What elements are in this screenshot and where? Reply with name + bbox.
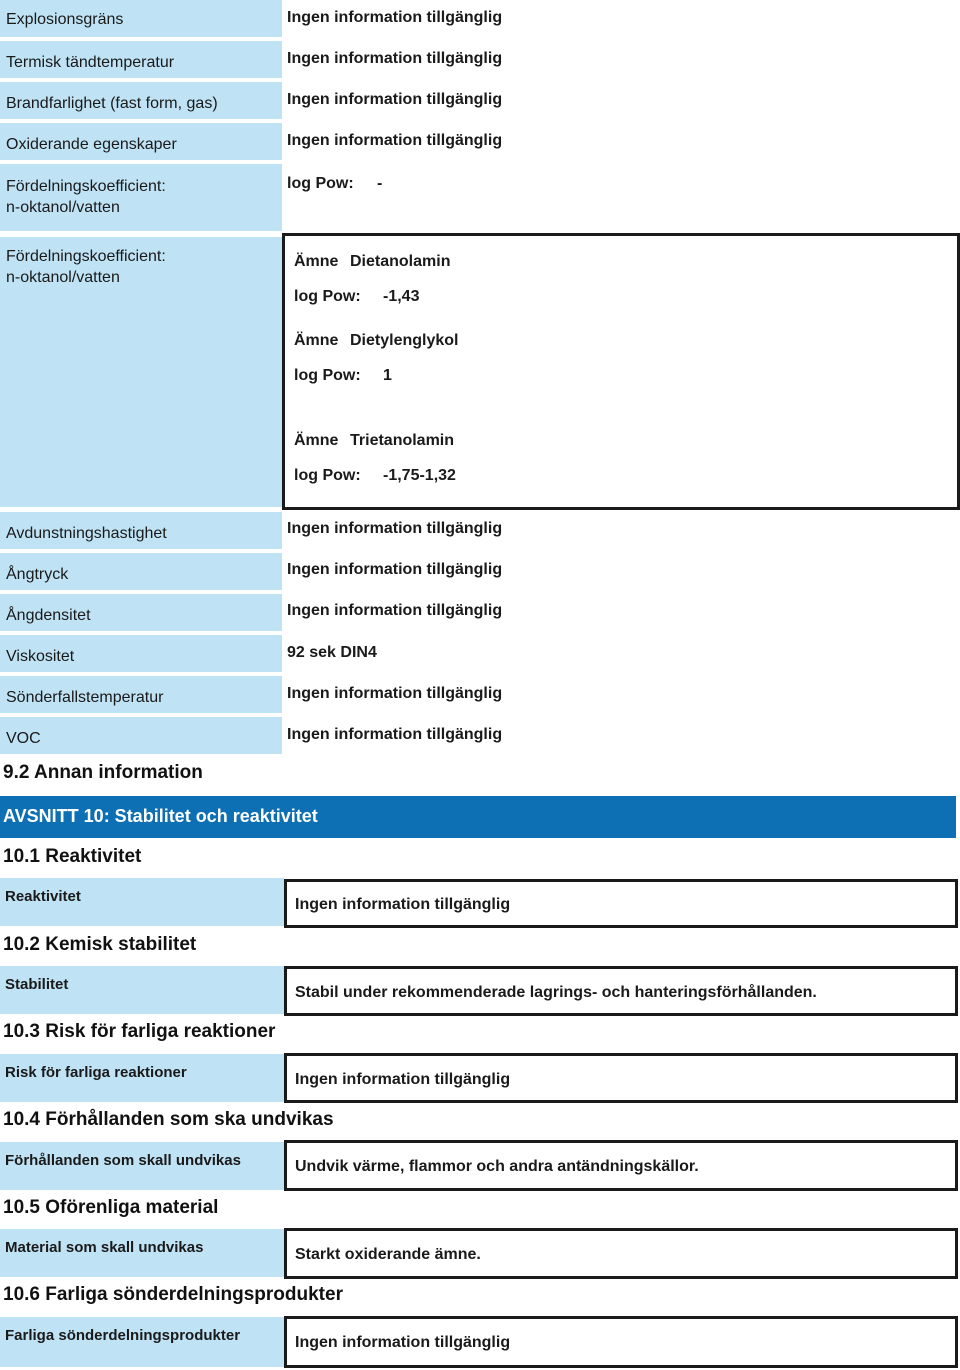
log-pow-row bbox=[294, 465, 894, 487]
subsection-value: Stabil under rekommenderade lagrings- och hanteringsförhållanden. bbox=[284, 966, 958, 1016]
subsection-label: Farliga sönderdelningsprodukter bbox=[0, 1317, 284, 1367]
log-pow-row bbox=[294, 365, 894, 387]
property-value: Ingen information tillgänglig bbox=[287, 602, 503, 619]
subsection-heading: 10.1 Reaktivitet bbox=[3, 846, 142, 867]
property-label: Brandfarlighet (fast form, gas) bbox=[0, 82, 282, 119]
property-value: Ingen information tillgänglig bbox=[287, 685, 503, 702]
subsection-value: Starkt oxiderande ämne. bbox=[284, 1228, 958, 1279]
property-label: Viskositet bbox=[0, 635, 282, 672]
subsection-value: Ingen information tillgänglig bbox=[284, 879, 958, 928]
subsection-label: Reaktivitet bbox=[0, 878, 284, 926]
substance-name: Dietylenglykol bbox=[350, 332, 459, 349]
property-label: Explosionsgräns bbox=[0, 0, 282, 37]
section-banner: AVSNITT 10: Stabilitet och reaktivitet bbox=[0, 796, 956, 838]
log-pow-key: log Pow: bbox=[287, 175, 354, 192]
subsection-value: Ingen information tillgänglig bbox=[284, 1316, 958, 1368]
property-label: Sönderfallstemperatur bbox=[0, 676, 282, 713]
substance-name: Trietanolamin bbox=[350, 432, 455, 449]
log-pow-row bbox=[294, 286, 894, 308]
substance-row bbox=[294, 330, 894, 352]
partition-label-line1: Fördelningskoefficient: bbox=[6, 248, 166, 265]
partition-label bbox=[0, 237, 282, 507]
partition-label bbox=[0, 164, 282, 231]
property-label: Ångtryck bbox=[0, 553, 282, 590]
subsection-label: Risk för farliga reaktioner bbox=[0, 1054, 284, 1102]
property-value: Ingen information tillgänglig bbox=[287, 91, 503, 108]
section-heading: 9.2 Annan information bbox=[3, 762, 203, 783]
subsection-heading: 10.4 Förhållanden som ska undvikas bbox=[3, 1109, 334, 1130]
subsection-heading: 10.5 Oförenliga material bbox=[3, 1197, 219, 1218]
property-label: Termisk tändtemperatur bbox=[0, 41, 282, 78]
substance-key: Ämne bbox=[294, 332, 339, 349]
subsection-label: Stabilitet bbox=[0, 966, 284, 1014]
partition-label-line2: n-oktanol/vatten bbox=[6, 199, 120, 216]
partition-label-line2: n-oktanol/vatten bbox=[6, 269, 120, 286]
substance-key: Ämne bbox=[294, 253, 339, 270]
property-value: Ingen information tillgänglig bbox=[287, 50, 503, 67]
log-pow-value: 1 bbox=[383, 367, 392, 384]
log-pow-key: log Pow: bbox=[294, 367, 361, 384]
log-pow-value: - bbox=[377, 175, 383, 192]
subsection-value: Undvik värme, flammor och andra antändningskällor. bbox=[284, 1140, 958, 1191]
subsection-label: Förhållanden som skall undvikas bbox=[0, 1142, 284, 1190]
property-value: Ingen information tillgänglig bbox=[287, 132, 503, 149]
substance-row bbox=[294, 251, 894, 273]
substance-name: Dietanolamin bbox=[350, 253, 451, 270]
partition-label-line1: Fördelningskoefficient: bbox=[6, 178, 166, 195]
subsection-value: Ingen information tillgänglig bbox=[284, 1053, 958, 1103]
property-label: Ångdensitet bbox=[0, 594, 282, 631]
substance-row bbox=[294, 430, 894, 452]
subsection-label: Material som skall undvikas bbox=[0, 1229, 284, 1277]
log-pow-key: log Pow: bbox=[294, 467, 361, 484]
log-pow-value: -1,75-1,32 bbox=[383, 467, 456, 484]
property-value: Ingen information tillgänglig bbox=[287, 520, 503, 537]
property-label: Avdunstningshastighet bbox=[0, 512, 282, 549]
property-value: Ingen information tillgänglig bbox=[287, 561, 503, 578]
substance-key: Ämne bbox=[294, 432, 339, 449]
partition-log-pow bbox=[287, 173, 587, 197]
subsection-heading: 10.2 Kemisk stabilitet bbox=[3, 934, 197, 955]
property-value: Ingen information tillgänglig bbox=[287, 726, 503, 743]
property-value: Ingen information tillgänglig bbox=[287, 9, 503, 26]
log-pow-value: -1,43 bbox=[383, 288, 420, 305]
property-label: VOC bbox=[0, 717, 282, 754]
property-label: Oxiderande egenskaper bbox=[0, 123, 282, 160]
log-pow-key: log Pow: bbox=[294, 288, 361, 305]
property-value: 92 sek DIN4 bbox=[287, 644, 377, 661]
subsection-heading: 10.3 Risk för farliga reaktioner bbox=[3, 1021, 276, 1042]
subsection-heading: 10.6 Farliga sönderdelningsprodukter bbox=[3, 1284, 343, 1305]
